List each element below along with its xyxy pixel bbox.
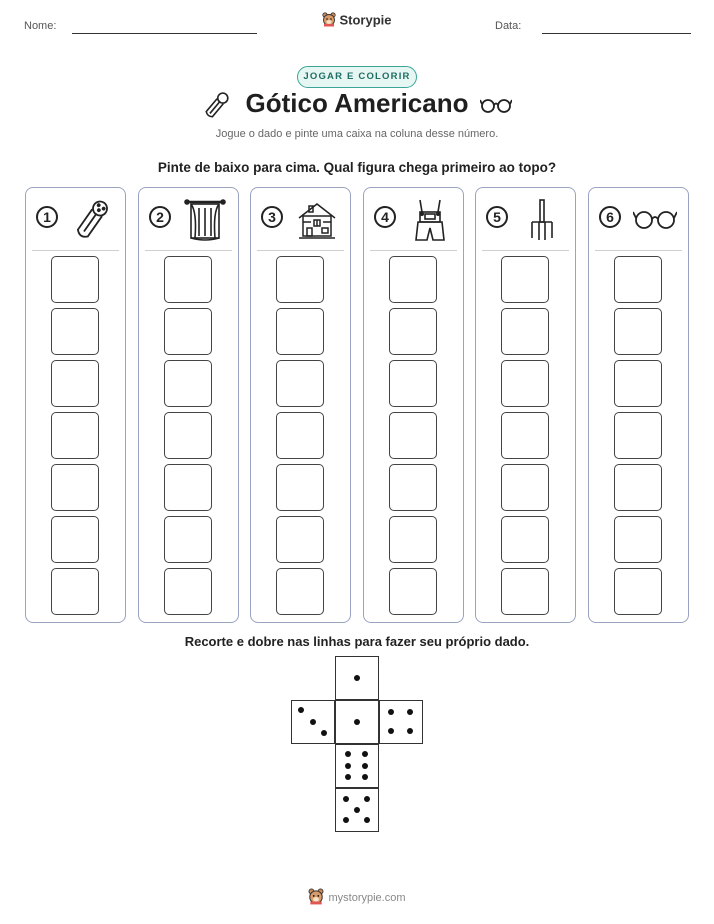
color-box[interactable] — [276, 516, 324, 563]
color-box[interactable] — [614, 568, 662, 615]
color-box[interactable] — [276, 256, 324, 303]
curtain-icon — [183, 198, 227, 242]
die-pip — [354, 675, 360, 681]
subtitle: Jogue o dado e pinte uma caixa na coluna desse número. — [215, 128, 499, 140]
pitchfork-icon — [520, 198, 564, 242]
color-box[interactable] — [276, 308, 324, 355]
color-box[interactable] — [614, 308, 662, 355]
glasses-icon — [480, 96, 512, 119]
column-divider — [595, 250, 682, 251]
safety-pin-icon — [70, 198, 114, 242]
color-box[interactable] — [389, 516, 437, 563]
house-icon — [295, 198, 339, 242]
column-5 — [475, 187, 576, 623]
activity-badge: JOGAR E COLORIR — [297, 66, 417, 88]
color-box[interactable] — [501, 464, 549, 511]
column-divider — [370, 250, 457, 251]
die-face-4 — [379, 700, 423, 744]
date-label: Data: — [495, 20, 522, 32]
die-pip — [321, 730, 327, 736]
column-3 — [250, 187, 351, 623]
color-box[interactable] — [389, 360, 437, 407]
color-box[interactable] — [501, 360, 549, 407]
overalls-icon — [408, 198, 452, 242]
bear-logo-icon — [322, 12, 336, 30]
date-line — [542, 33, 691, 34]
color-box[interactable] — [614, 464, 662, 511]
die-pip — [362, 774, 368, 780]
color-box[interactable] — [164, 464, 212, 511]
column-number: 2 — [149, 206, 171, 228]
die-pip — [354, 807, 360, 813]
color-box[interactable] — [389, 256, 437, 303]
column-number: 3 — [261, 206, 283, 228]
color-box[interactable] — [51, 360, 99, 407]
color-box[interactable] — [614, 256, 662, 303]
die-pip — [345, 774, 351, 780]
column-divider — [145, 250, 232, 251]
color-box[interactable] — [389, 412, 437, 459]
column-divider — [482, 250, 569, 251]
color-box[interactable] — [501, 308, 549, 355]
die-pip — [407, 728, 413, 734]
die-pip — [388, 709, 394, 715]
die-pip — [364, 817, 370, 823]
die-pip — [364, 796, 370, 802]
brand-name: Storypie — [339, 12, 392, 28]
color-box[interactable] — [501, 412, 549, 459]
color-box[interactable] — [501, 568, 549, 615]
glasses-icon — [633, 198, 677, 242]
color-box[interactable] — [51, 464, 99, 511]
color-box[interactable] — [164, 308, 212, 355]
cut-instruction: Recorte e dobre nas linhas para fazer seu próprio dado. — [184, 634, 530, 649]
die-face-5 — [335, 788, 379, 832]
die-pip — [298, 707, 304, 713]
die-pip — [407, 709, 413, 715]
color-box[interactable] — [51, 568, 99, 615]
color-box[interactable] — [164, 516, 212, 563]
column-1 — [25, 187, 126, 623]
instruction-text: Pinte de baixo para cima. Qual figura chega primeiro ao topo? — [157, 160, 557, 175]
die-face-1 — [335, 700, 379, 744]
name-line — [72, 33, 257, 34]
column-number: 6 — [599, 206, 621, 228]
column-4 — [363, 187, 464, 623]
color-box[interactable] — [276, 464, 324, 511]
die-pip — [362, 763, 368, 769]
color-box[interactable] — [389, 464, 437, 511]
column-divider — [32, 250, 119, 251]
page-title: Gótico Americano — [245, 88, 469, 118]
footer-url: mystorypie.com — [328, 891, 406, 904]
color-box[interactable] — [389, 568, 437, 615]
bear-logo-icon — [308, 888, 324, 908]
column-2 — [138, 187, 239, 623]
die-pip — [310, 719, 316, 725]
footer — [0, 888, 714, 908]
column-6 — [588, 187, 689, 623]
die-pip — [343, 817, 349, 823]
name-label: Nome: — [24, 20, 57, 32]
die-face-3 — [291, 700, 335, 744]
color-box[interactable] — [389, 308, 437, 355]
color-box[interactable] — [51, 256, 99, 303]
color-box[interactable] — [164, 256, 212, 303]
color-box[interactable] — [276, 412, 324, 459]
die-pip — [343, 796, 349, 802]
color-box[interactable] — [164, 360, 212, 407]
column-number: 1 — [36, 206, 58, 228]
color-box[interactable] — [501, 516, 549, 563]
column-divider — [257, 250, 344, 251]
color-box[interactable] — [276, 568, 324, 615]
color-box[interactable] — [614, 360, 662, 407]
die-face-1 — [335, 656, 379, 700]
column-number: 5 — [486, 206, 508, 228]
color-box[interactable] — [164, 412, 212, 459]
color-box[interactable] — [51, 516, 99, 563]
die-pip — [345, 751, 351, 757]
die-pip — [345, 763, 351, 769]
color-box[interactable] — [51, 308, 99, 355]
color-box[interactable] — [51, 412, 99, 459]
color-box[interactable] — [501, 256, 549, 303]
brand — [0, 12, 714, 30]
color-box[interactable] — [164, 568, 212, 615]
die-pip — [388, 728, 394, 734]
color-box[interactable] — [614, 412, 662, 459]
die-face-6 — [335, 744, 379, 788]
die-pip — [354, 719, 360, 725]
die-pip — [362, 751, 368, 757]
column-number: 4 — [374, 206, 396, 228]
color-box[interactable] — [614, 516, 662, 563]
color-box[interactable] — [276, 360, 324, 407]
